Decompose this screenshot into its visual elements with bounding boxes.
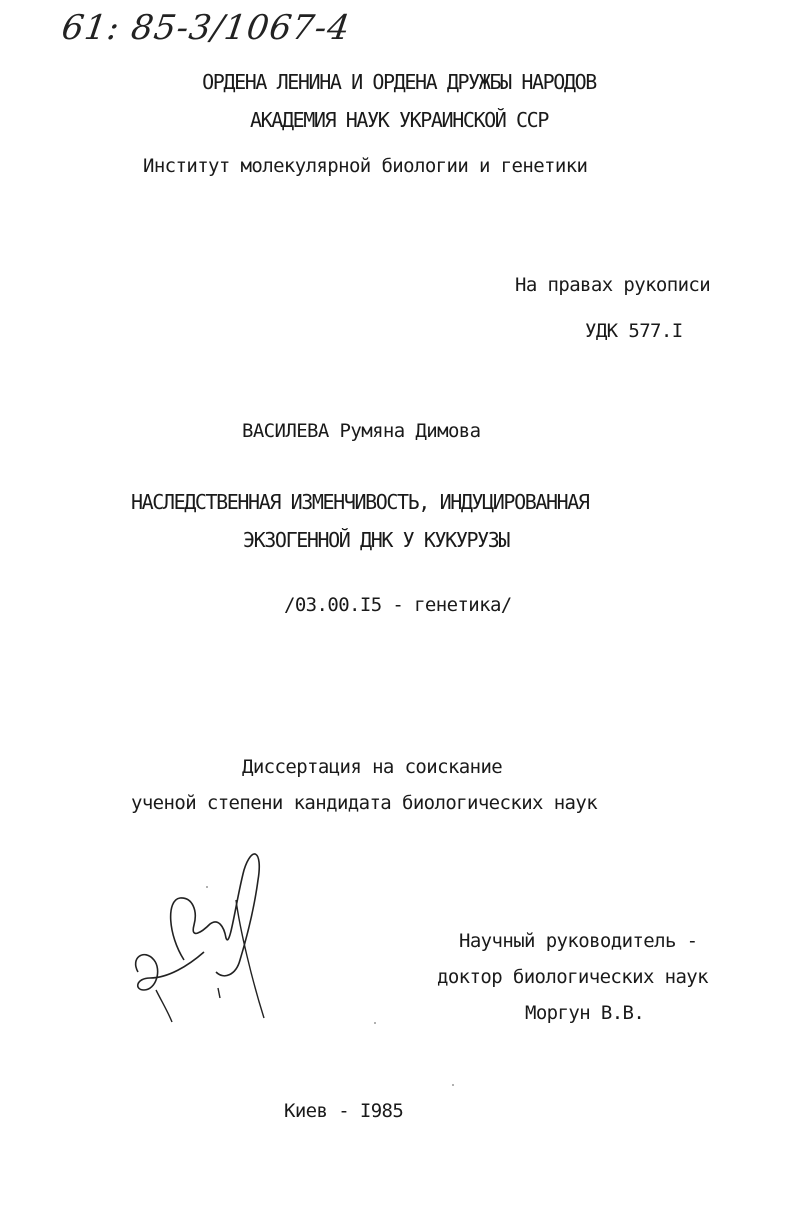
title-line-2: ЭКЗОГЕННОЙ ДНК У КУКУРУЗЫ — [243, 528, 510, 552]
institute-name: Институт молекулярной биологии и генетики — [143, 155, 588, 177]
supervisor-name: Моргун В.В. — [525, 1002, 645, 1024]
archive-number-handwritten: 61: 85-3/1067-4 — [59, 8, 353, 48]
supervisor-degree: доктор биологических наук — [437, 966, 708, 988]
author-name: ВАСИЛЕВА Румяна Димова — [242, 420, 481, 442]
header-order: ОРДЕНА ЛЕНИНА И ОРДЕНА ДРУЖБЫ НАРОДОВ — [202, 70, 596, 94]
supervisor-label: Научный руководитель - — [459, 930, 698, 952]
scan-speck — [374, 1022, 376, 1024]
dissertation-line-1: Диссертация на соискание — [242, 756, 503, 778]
title-line-1: НАСЛЕДСТВЕННАЯ ИЗМЕНЧИВОСТЬ, ИНДУЦИРОВАННАЯ — [131, 490, 589, 514]
scan-speck — [206, 886, 208, 888]
place-and-year: Киев - I985 — [284, 1100, 404, 1122]
scan-speck — [452, 1084, 454, 1086]
signature-image — [128, 840, 278, 1030]
dissertation-line-2: ученой степени кандидата биологических наук — [131, 792, 598, 814]
manuscript-rights: На правах рукописи — [515, 274, 711, 296]
udc-code: УДК 577.I — [585, 320, 683, 342]
header-academy: АКАДЕМИЯ НАУК УКРАИНСКОЙ ССР — [250, 108, 548, 132]
specialty-code: /03.00.I5 - генетика/ — [284, 594, 512, 616]
